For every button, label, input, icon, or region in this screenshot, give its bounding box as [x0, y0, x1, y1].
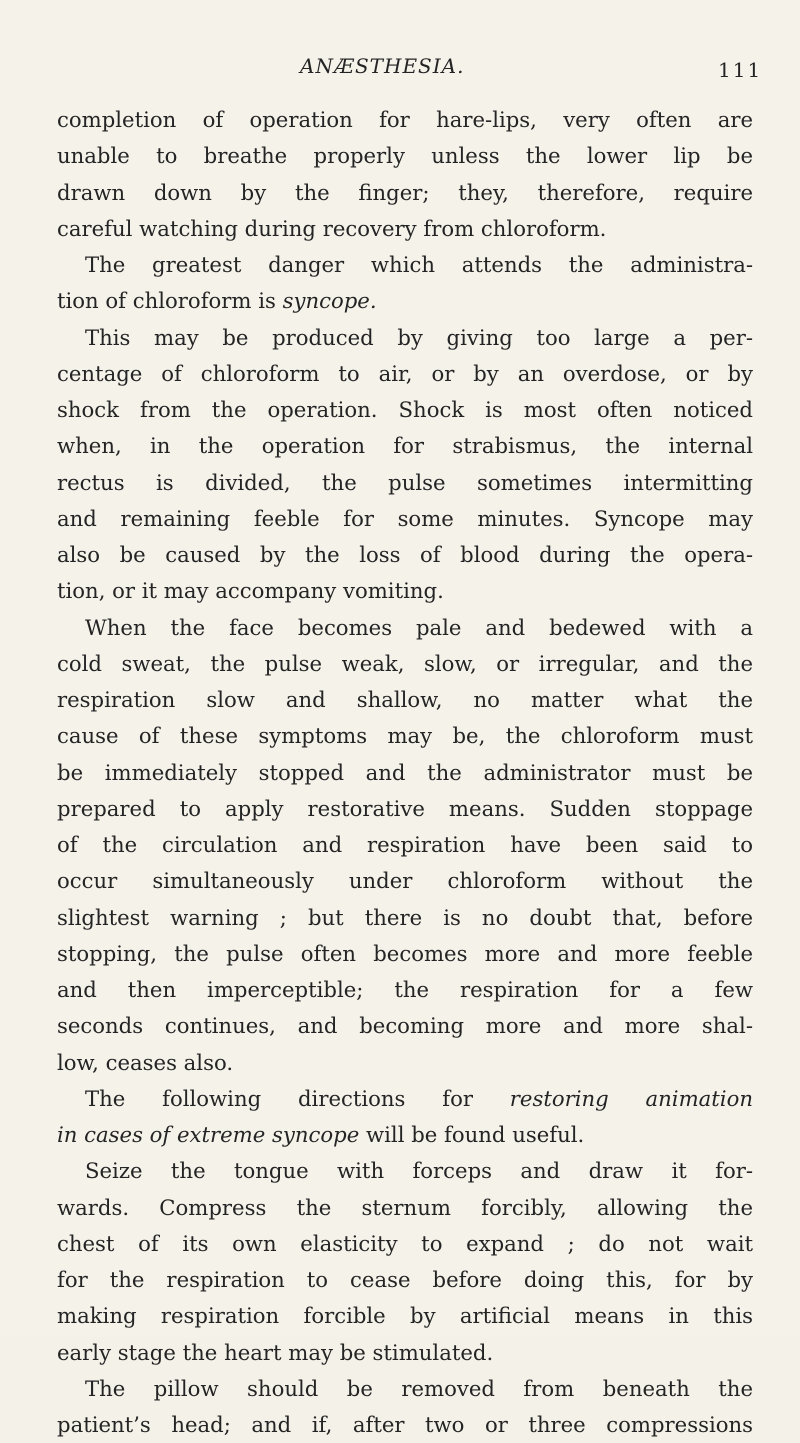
text-line: also be caused by the loss of blood during the opera-	[57, 542, 753, 567]
text-line: tion, or it may accompany vomiting.	[57, 578, 444, 604]
text-segment: tion of chloroform is	[57, 288, 283, 314]
text-line: seconds continues, and becoming more and more shal-	[57, 1013, 753, 1039]
text-segment: will be found useful.	[359, 1122, 585, 1147]
text-line: unable to breathe properly unless the lower lip be	[57, 143, 753, 169]
text-line: careful watching during recovery from chloroform.	[57, 215, 607, 241]
text-line: and remaining feeble for some minutes. Syncope may	[57, 505, 753, 531]
page-number: 111	[718, 58, 763, 82]
text-line: wards. Compress the sternum forcibly, allowing the	[57, 1194, 753, 1220]
text-line: for the respiration to cease before doing this, for by	[57, 1267, 753, 1292]
text-line: making respiration forcible by artificial means in this	[57, 1303, 753, 1329]
text-line: be immediately stopped and the administrator must be	[57, 759, 753, 785]
text-line	[57, 1081, 753, 1117]
text-line: cold sweat, the pulse weak, slow, or irregular, and the	[57, 650, 753, 676]
italic-phrase: in cases of extreme syncope	[57, 1122, 360, 1147]
text-line: When the face becomes pale and bedewed with a	[85, 614, 753, 640]
text-line: and then imperceptible; the respiration for a few	[57, 977, 753, 1002]
text-line: rectus is divided, the pulse sometimes intermitting	[57, 469, 753, 495]
text-line: prepared to apply restorative means. Sudden stoppage	[57, 795, 753, 821]
text-line: early stage the heart may be stimulated.	[57, 1339, 494, 1365]
text-line: when, in the operation for strabismus, the internal	[57, 433, 753, 459]
text-line: The pillow should be removed from beneath the	[85, 1375, 753, 1401]
text-segment: The following directions for	[85, 1085, 510, 1111]
text-line: slightest warning ; but there is no doubt that, before	[57, 904, 753, 930]
italic-phrase: syncope.	[282, 288, 377, 314]
text-line	[57, 1117, 753, 1153]
italic-phrase: restoring animation	[509, 1085, 753, 1111]
text-line: The greatest danger which attends the administra-	[85, 252, 753, 277]
text-line: completion of operation for hare-lips, very often are	[57, 107, 753, 132]
text-line: cause of these symptoms may be, the chloroform must	[57, 723, 753, 749]
text-line: This may be produced by giving too large a per-	[85, 324, 753, 350]
text-line: centage of chloroform to air, or by an overdose, or by	[57, 360, 753, 386]
text-line: low, ceases also.	[57, 1049, 234, 1075]
text-line: stopping, the pulse often becomes more and more feeble	[57, 940, 753, 966]
text-line: shock from the operation. Shock is most often noticed	[57, 397, 753, 422]
text-line: chest of its own elasticity to expand ; do not wait	[57, 1230, 753, 1256]
body-text	[57, 102, 753, 1443]
text-line: drawn down by the finger; they, therefore, require	[57, 179, 753, 205]
running-head: ANÆSTHESIA.	[300, 54, 465, 78]
text-line: occur simultaneously under chloroform without the	[57, 868, 753, 894]
text-line	[57, 283, 753, 319]
text-line: Seize the tongue with forceps and draw it for-	[85, 1158, 753, 1184]
text-line: patient’s head; and if, after two or three compressions	[57, 1412, 753, 1437]
text-line: respiration slow and shallow, no matter what the	[57, 687, 753, 712]
text-line: of the circulation and respiration have been said to	[57, 832, 753, 857]
